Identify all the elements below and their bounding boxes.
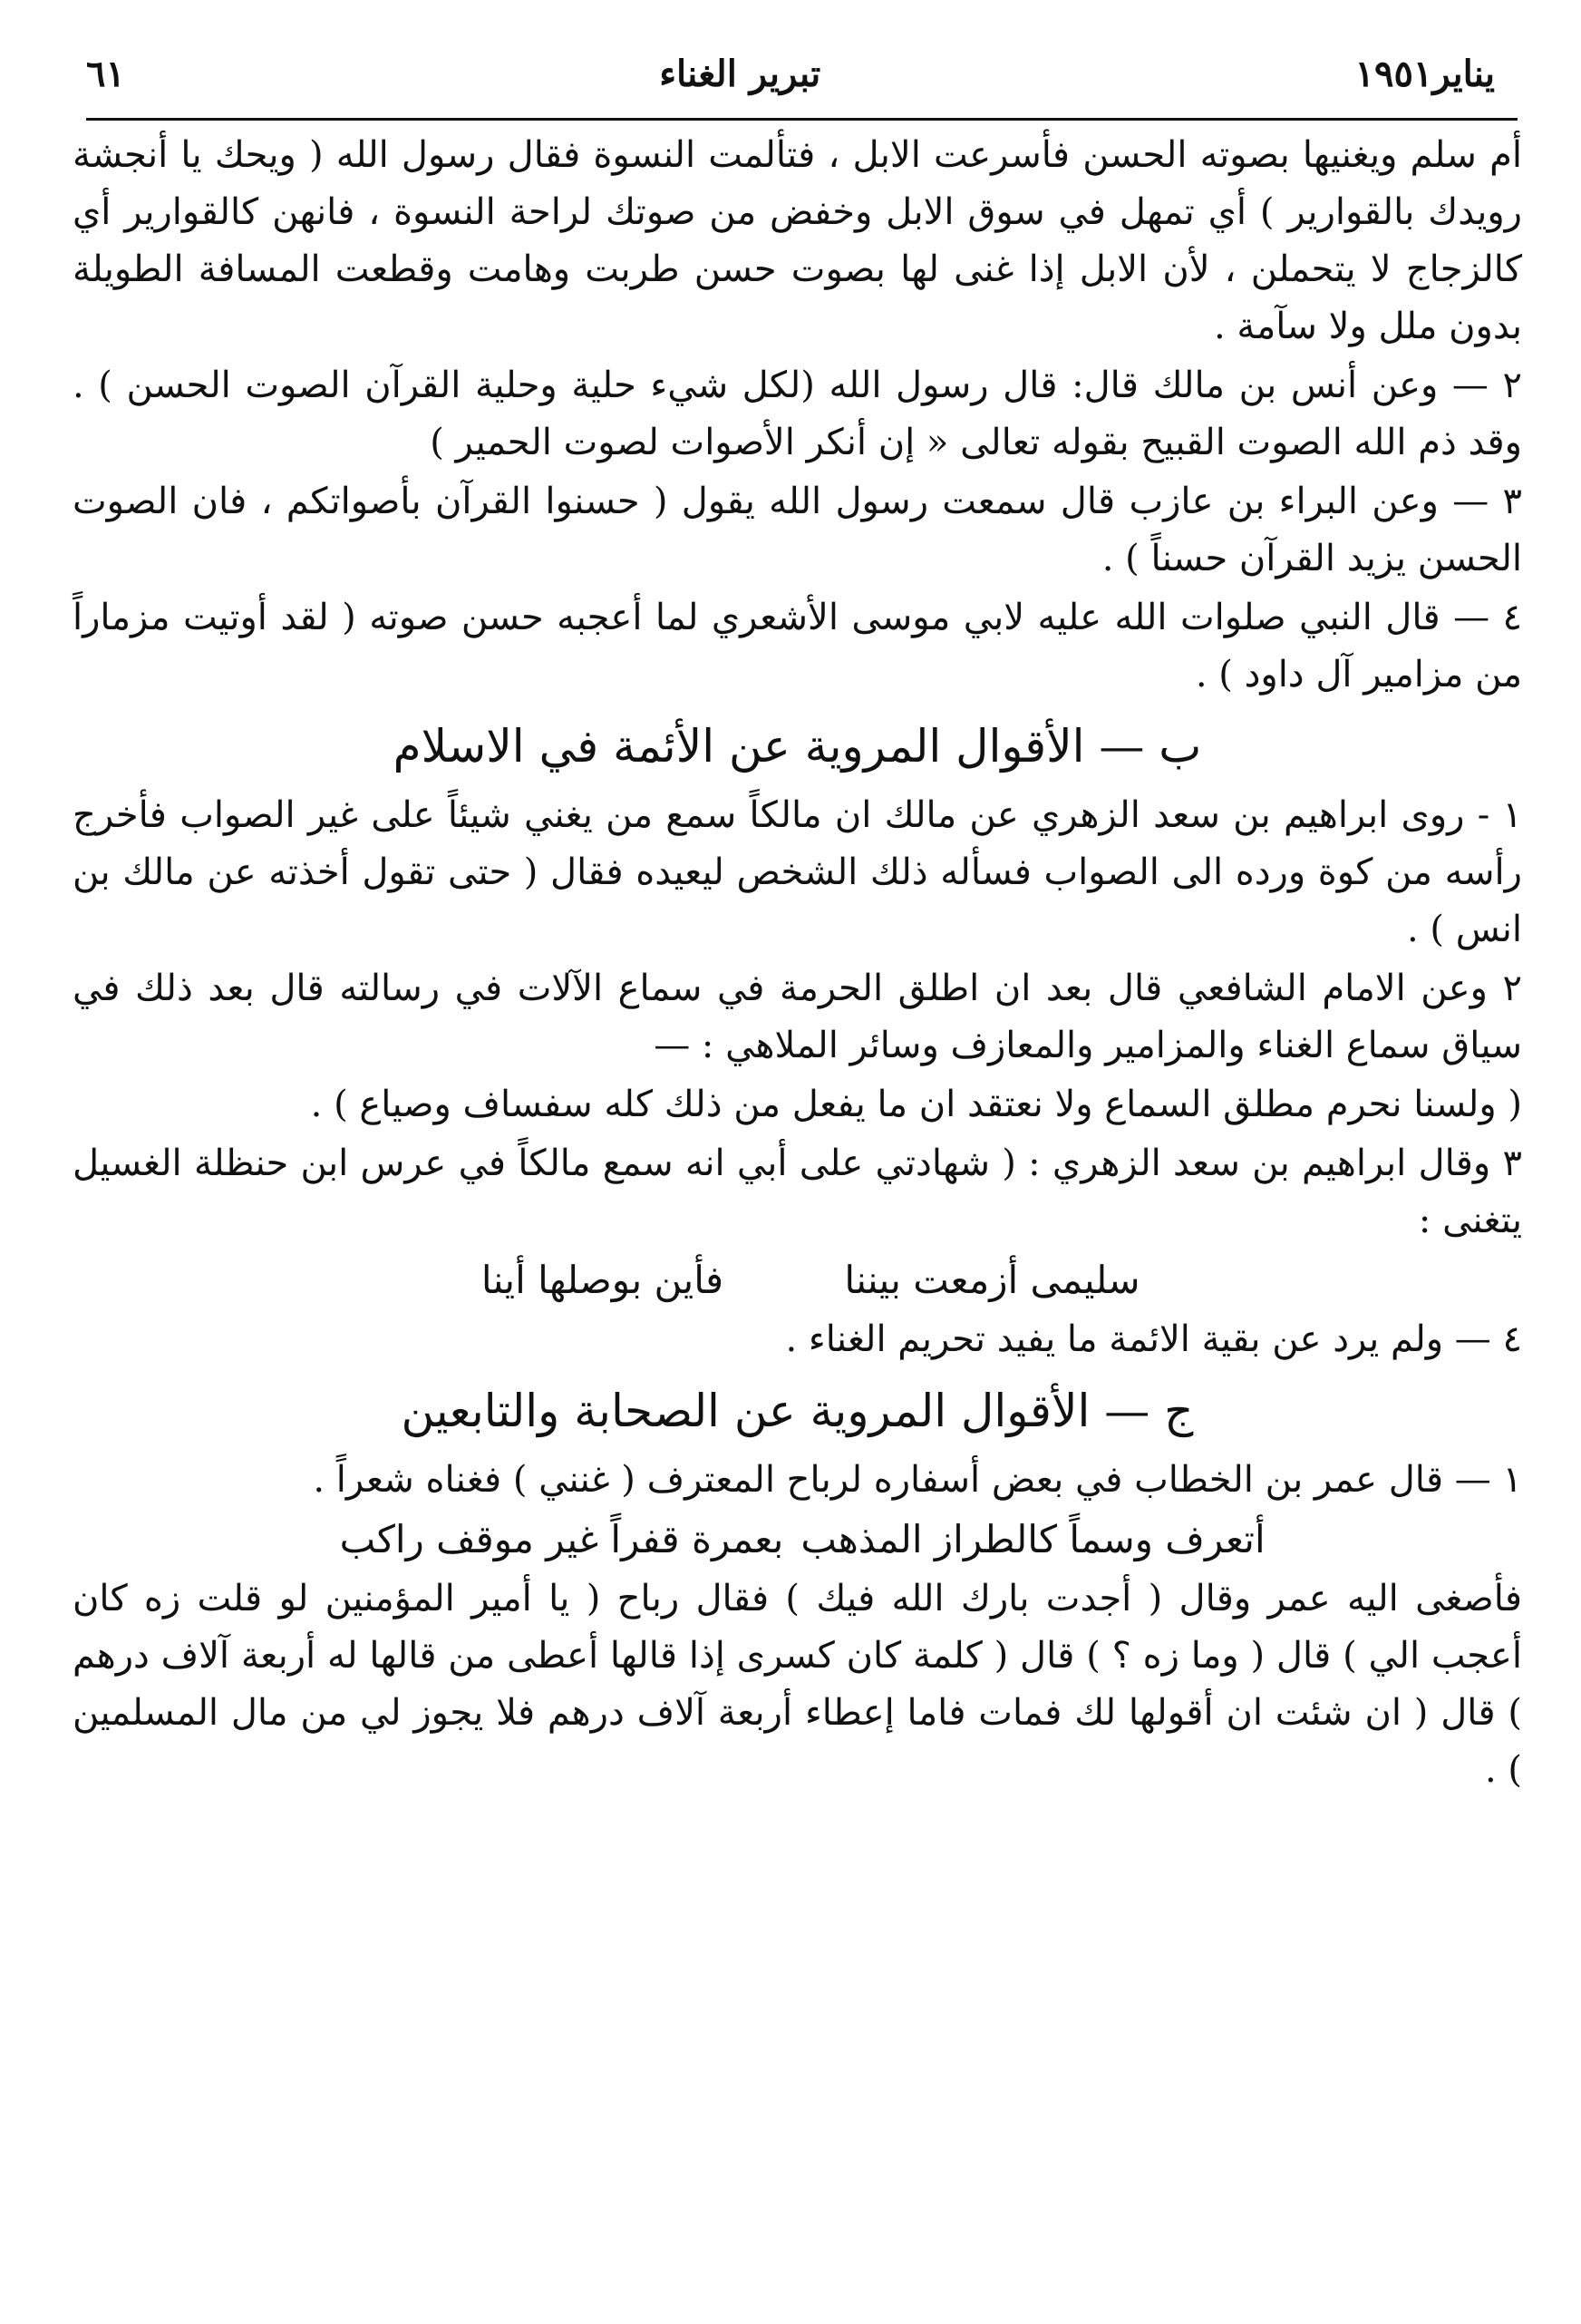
section-heading-b: ب — الأقوال المروية عن الأئمة في الاسلام: [393, 720, 1202, 773]
paragraph-hadith-2: ٢ — وعن أنس بن مالك قال: قال رسول الله (لكل شيء حلية وحلية القرآن الصوت الحسن ) . وقد ذم الله الصوت القبيح بقوله تعالى « إن أنكر الأصوات لصوت الحمير ): [73, 365, 1522, 463]
page-number: ٦١: [86, 52, 125, 95]
verse-2-first-hemistich: أتعرف وسماً كالطراز المذهب: [800, 1517, 1266, 1561]
page-body: [73, 127, 1522, 1799]
verse-1: [73, 1250, 1522, 1311]
verse-1-second-hemistich: فأين بوصلها أينا: [480, 1258, 724, 1302]
verse-1-first-hemistich: سليمى أزمعت بيننا: [844, 1258, 1140, 1302]
verse-2: [73, 1509, 1522, 1570]
paragraph-c-tail: فأصغى اليه عمر وقال ( أجدت بارك الله فيك ) فقال رباح ( يا أمير المؤمنين لو قلت زه كان أعجب الي ) قال ( وما زه ؟ ) قال ( كلمة كان كسرى إذا قالها أعطى من قالها له أربعة آلاف درهم ) قال ( ان شئت ان أقولها لك فمات فاما إعطاء أربعة آلاف درهم فلا يجوز لي من مال المسلمين ) .: [73, 1578, 1522, 1791]
paragraph-b3: ٣ وقال ابراهيم بن سعد الزهري : ( شهادتي على أبي انه سمع مالكاً في عرس ابن حنظلة الغسيل يتغنى :: [73, 1143, 1522, 1241]
section-heading-c: ج — الأقوال المروية عن الصحابة والتابعين: [401, 1385, 1194, 1437]
header-rule: [86, 118, 1518, 121]
paragraph-b2: ٢ وعن الامام الشافعي قال بعد ان اطلق الحرمة في سماع الآلات في رسالته قال بعد ذلك في سياق سماع الغناء والمزامير والمعازف وسائر الملاهي : —: [73, 968, 1522, 1066]
header-title: تبرير الغناء: [659, 52, 821, 95]
paragraph-intro: أم سلم ويغنيها بصوته الحسن فأسرعت الابل ، فتألمت النسوة فقال رسول الله ( ويحك يا أنجشة رويدك بالقوارير ) أي تمهل في سوق الابل وخفض من صوتك لراحة النسوة ، فانهن كالقوارير أي كالزجاج لا يتحملن ، لأن الابل إذا غنى لها بصوت حسن طربت وهامت وقطعت المسافة الطويلة بدون ملل ولا سآمة .: [73, 134, 1522, 347]
header-date: يناير١٩٥١: [1354, 52, 1495, 95]
paragraph-b1: ١ - روى ابراهيم بن سعد الزهري عن مالك ان مالكاً سمع من يغني شيئاً على غير الصواب فأخرج رأسه من كوة ورده الى الصواب فسأله ذلك الشخص ليعيده فقال ( حتى تقول أخذته عن مالك بن انس ) .: [73, 794, 1522, 950]
paragraph-hadith-4: ٤ — قال النبي صلوات الله عليه لابي موسى الأشعري لما أعجبه حسن صوته ( لقد أوتيت مزماراً من مزامير آل داود ) .: [73, 597, 1522, 695]
verse-2-second-hemistich: بعمرة قفراً غير موقف راكب: [339, 1517, 784, 1561]
paragraph-hadith-3: ٣ — وعن البراء بن عازب قال سمعت رسول الله يقول ( حسنوا القرآن بأصواتكم ، فان الصوت الحسن يزيد القرآن حسناً ) .: [73, 481, 1523, 579]
paragraph-b4: ٤ — ولم يرد عن بقية الائمة ما يفيد تحريم الغناء .: [785, 1318, 1522, 1360]
page-header: [86, 38, 1495, 109]
paragraph-b2-quote: ( ولسنا نحرم مطلق السماع ولا نعتقد ان ما يفعل من ذلك كله سفساف وصياع ) .: [310, 1084, 1522, 1125]
paragraph-c1: ١ — قال عمر بن الخطاب في بعض أسفاره لرباح المعترف ( غنني ) فغناه شعراً .: [313, 1459, 1522, 1501]
